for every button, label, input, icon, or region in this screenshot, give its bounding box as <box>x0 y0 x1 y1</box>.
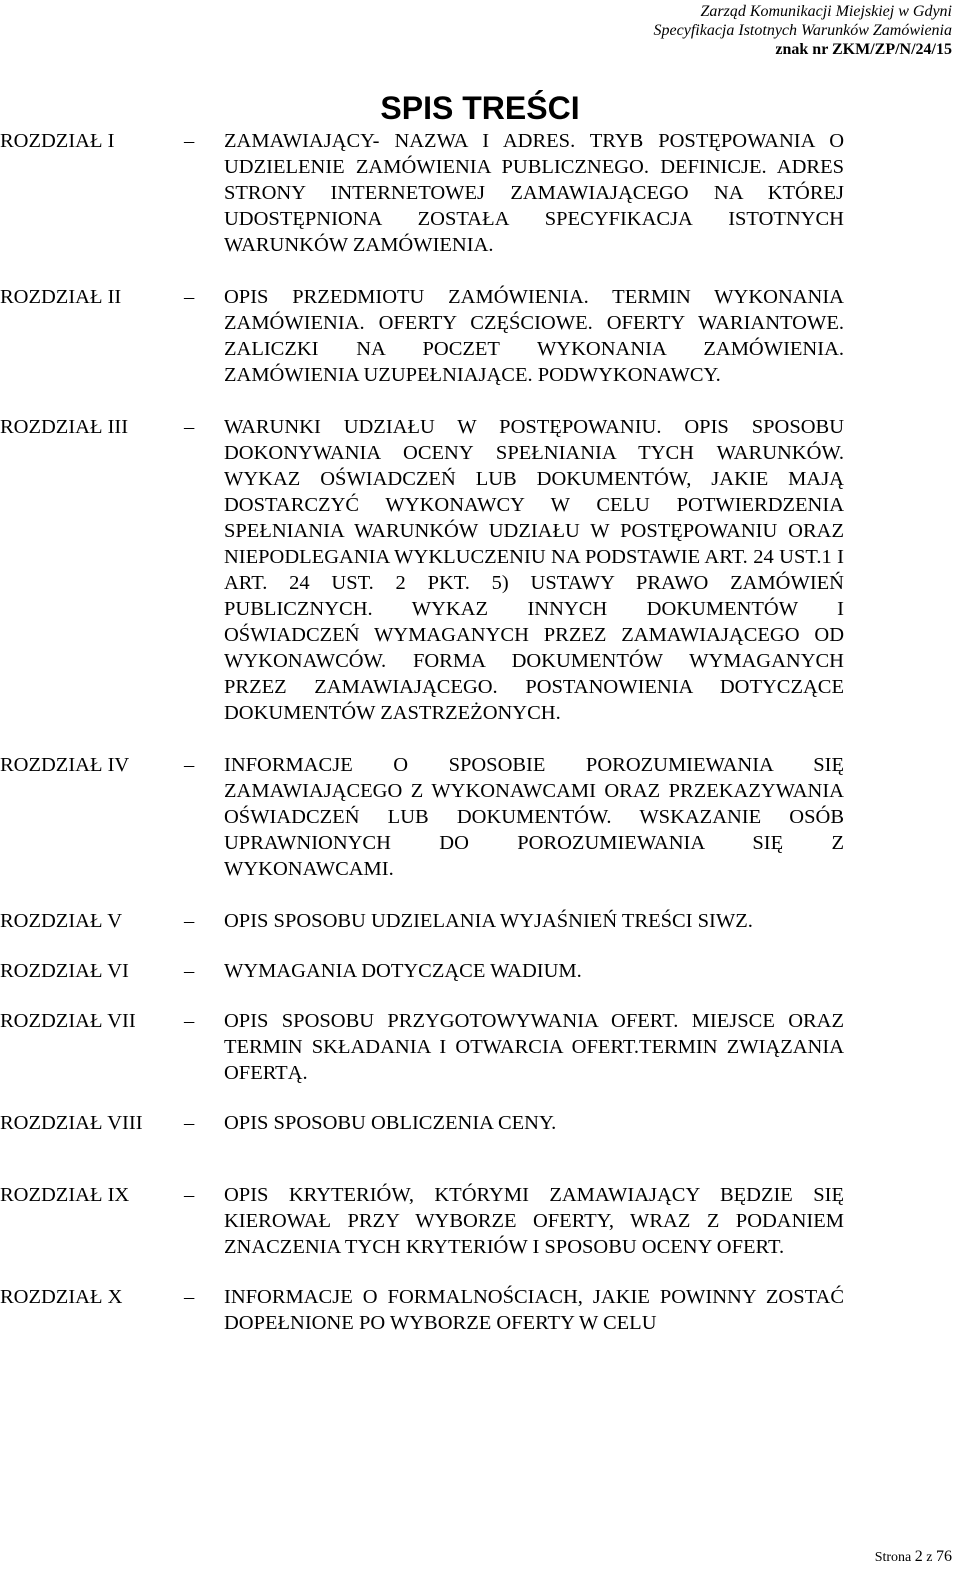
page-title: SPIS TREŚCI <box>380 90 580 126</box>
chapter-label: ROZDZIAŁ VII <box>0 1010 136 1032</box>
toc-entry-3 <box>0 414 960 726</box>
toc-entry-2 <box>0 284 960 388</box>
table-of-contents <box>0 128 960 1336</box>
chapter-title: OPIS SPOSOBU UDZIELANIA WYJAŚNIEŃ TREŚCI SIWZ. <box>224 910 753 932</box>
dash-separator: – <box>184 1286 195 1308</box>
header-organization: Zarząd Komunikacji Miejskiej w Gdyni <box>700 3 952 20</box>
chapter-label: ROZDZIAŁ V <box>0 910 123 932</box>
chapter-title: OPIS PRZEDMIOTU ZAMÓWIENIA. TERMIN WYKONANIA ZAMÓWIENIA. OFERTY CZĘŚCIOWE. OFERTY WARIANTOWE. ZALICZKI NA POCZET WYKONANIA ZAMÓWIENIA. ZAMÓWIENIA UZUPEŁNIAJĄCE. PODWYKONAWCY. <box>224 286 844 386</box>
chapter-title: INFORMACJE O FORMALNOŚCIACH, JAKIE POWINNY ZOSTAĆ DOPEŁNIONE PO WYBORZE OFERTY W CELU <box>224 1286 844 1334</box>
chapter-title: OPIS SPOSOBU OBLICZENIA CENY. <box>224 1112 557 1134</box>
page-label: Strona <box>874 1550 912 1565</box>
toc-entry-8 <box>0 1110 960 1136</box>
dash-separator: – <box>184 286 195 308</box>
dash-separator: – <box>184 1010 195 1032</box>
chapter-label: ROZDZIAŁ IV <box>0 754 130 776</box>
toc-entry-4 <box>0 752 960 882</box>
dash-separator: – <box>184 960 195 982</box>
page-number-footer <box>875 1548 952 1567</box>
chapter-label: ROZDZIAŁ IX <box>0 1184 130 1206</box>
dash-separator: – <box>184 1184 195 1206</box>
chapter-label: ROZDZIAŁ VIII <box>0 1112 143 1134</box>
chapter-title: OPIS SPOSOBU PRZYGOTOWYWANIA OFERT. MIEJSCE ORAZ TERMIN SKŁADANIA I OTWARCIA OFERT.TERMIN ZWIĄZANIA OFERTĄ. <box>224 1010 844 1084</box>
chapter-title: WARUNKI UDZIAŁU W POSTĘPOWANIU. OPIS SPOSOBU DOKONYWANIA OCENY SPEŁNIANIA TYCH WARUNKÓW. WYKAZ OŚWIADCZEŃ LUB DOKUMENTÓW, JAKIE MAJĄ DOSTARCZYĆ WYKONAWCY W CELU POTWIERDZENIA SPEŁNIANIA WARUNKÓW UDZIAŁU W POSTĘPOWANIU ORAZ NIEPODLEGANIA WYKLUCZENIU NA PODSTAWIE ART. 24 UST.1 I ART. 24 UST. 2 PKT. 5) USTAWY PRAWO ZAMÓWIEŃ PUBLICZNYCH. WYKAZ INNYCH DOKUMENTÓW I OŚWIADCZEŃ WYMAGANYCH PRZEZ ZAMAWIAJĄCEGO OD WYKONAWCÓW. FORMA DOKUMENTÓW WYMAGANYCH PRZEZ ZAMAWIAJĄCEGO. POSTANOWIENIA DOTYCZĄCE DOKUMENTÓW ZASTRZEŻONYCH. <box>224 416 844 724</box>
dash-separator: – <box>184 754 195 776</box>
chapter-label: ROZDZIAŁ II <box>0 286 122 308</box>
dash-separator: – <box>184 910 195 932</box>
toc-entry-7 <box>0 1008 960 1086</box>
header-document-title: Specyfikacja Istotnych Warunków Zamówienia <box>653 22 952 39</box>
total-pages-number: 76 <box>936 1548 952 1565</box>
chapter-title: OPIS KRYTERIÓW, KTÓRYMI ZAMAWIAJĄCY BĘDZIE SIĘ KIEROWAŁ PRZY WYBORZE OFERTY, WRAZ Z PODANIEM ZNACZENIA TYCH KRYTERIÓW I SPOSOBU OCENY OFERT. <box>224 1184 844 1258</box>
chapter-title: ZAMAWIAJĄCY- NAZWA I ADRES. TRYB POSTĘPOWANIA O UDZIELENIE ZAMÓWIENIA PUBLICZNEGO. DEFINICJE. ADRES STRONY INTERNETOWEJ ZAMAWIAJĄCEGO NA KTÓREJ UDOSTĘPNIONA ZOSTAŁA SPECYFIKACJA ISTOTNYCH WARUNKÓW ZAMÓWIENIA. <box>224 130 844 256</box>
chapter-label: ROZDZIAŁ VI <box>0 960 129 982</box>
page-of-label: z <box>926 1550 933 1565</box>
dash-separator: – <box>184 130 195 152</box>
chapter-label: ROZDZIAŁ I <box>0 130 115 152</box>
toc-entry-5 <box>0 908 960 934</box>
dash-separator: – <box>184 416 195 438</box>
toc-entry-10 <box>0 1284 960 1336</box>
chapter-title: INFORMACJE O SPOSOBIE POROZUMIEWANIA SIĘ ZAMAWIAJĄCEGO Z WYKONAWCAMI ORAZ PRZEKAZYWANIA OŚWIADCZEŃ LUB DOKUMENTÓW. WSKAZANIE OSÓB UPRAWNIONYCH DO POROZUMIEWANIA SIĘ Z WYKONAWCAMI. <box>224 754 844 880</box>
chapter-title: WYMAGANIA DOTYCZĄCE WADIUM. <box>224 960 582 982</box>
page-header <box>654 2 952 59</box>
current-page-number: 2 <box>914 1548 923 1565</box>
chapter-label: ROZDZIAŁ III <box>0 416 129 438</box>
header-reference-number: znak nr ZKM/ZP/N/24/15 <box>775 41 952 58</box>
toc-entry-9 <box>0 1182 960 1260</box>
dash-separator: – <box>184 1112 195 1134</box>
chapter-label: ROZDZIAŁ X <box>0 1286 123 1308</box>
toc-entry-1 <box>0 128 960 258</box>
toc-entry-6 <box>0 958 960 984</box>
